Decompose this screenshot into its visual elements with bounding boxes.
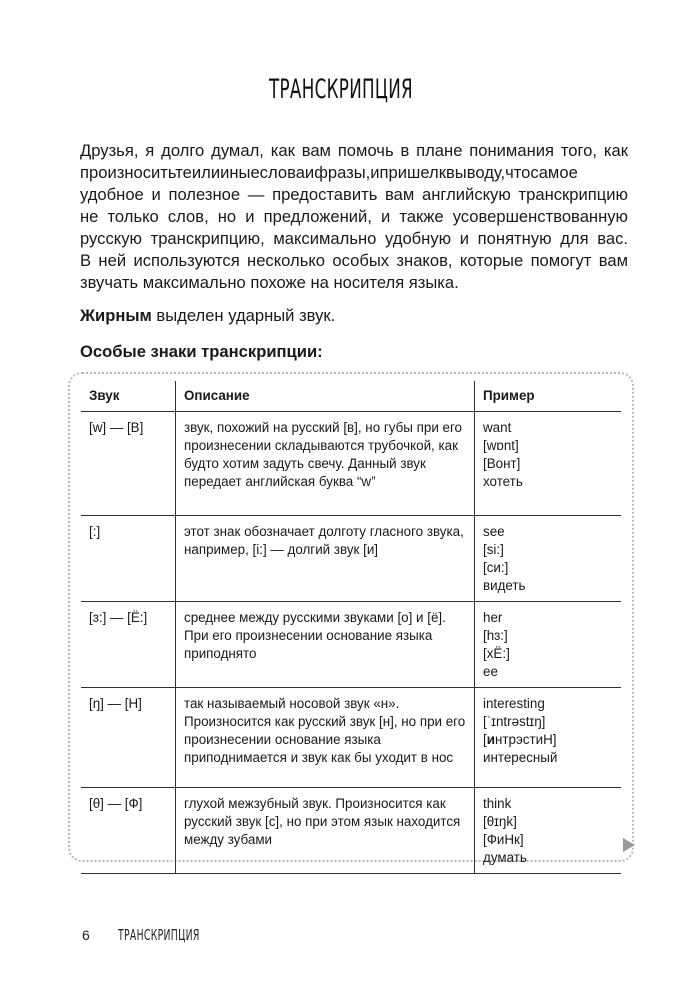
example-word: think <box>483 796 512 811</box>
intro-line: звучать максимально похоже на носителя языка. <box>80 273 459 292</box>
page-title: ТРАНСКРИПЦИЯ <box>268 74 414 105</box>
example-translation: интересный <box>483 750 558 765</box>
example-russian-transcription: [интрэстиН] <box>483 732 557 747</box>
sound-cell: [ŋ] — [Н] <box>81 688 176 788</box>
intro-line: произноситьтеилииныесловаифразы,ипришелквыводу,чтосамое <box>80 163 578 182</box>
table-heading: Особые знаки транскрипции: <box>80 342 323 361</box>
table-row <box>81 602 621 688</box>
stress-note-bold: Жирным <box>80 306 152 325</box>
example-ipa: [θɪŋk] <box>483 814 517 829</box>
table-header-row <box>81 381 621 412</box>
stressed-letter: и <box>486 732 495 747</box>
stress-note <box>80 305 335 327</box>
header-description: Описание <box>176 381 475 412</box>
example-russian-transcription: [Вонт] <box>483 456 521 471</box>
example-ipa: [wɒnt] <box>483 438 519 453</box>
description-cell: среднее между русскими звуками [о] и [ё]. При его произнесении основание языка приподнято <box>176 602 475 688</box>
example-word: interesting <box>483 696 545 711</box>
intro-line: не только слов, но и предложений, и также усовершенствованную <box>80 207 628 226</box>
example-word: want <box>483 420 512 435</box>
continue-arrow-icon <box>623 838 635 852</box>
description-cell: глухой межзубный звук. Произносится как русский звук [с], но при этом язык находится между зубами <box>176 788 475 874</box>
intro-line: русскую транскрипцию, максимально удобную и понятную для вас. <box>80 229 628 248</box>
example-russian-transcription: [си:] <box>483 560 509 575</box>
table-row <box>81 412 621 516</box>
example-translation: видеть <box>483 578 526 593</box>
sound-cell: [ɜ:] — [Ё:] <box>81 602 176 688</box>
description-cell: так называемый носовой звук «н». Произносится как русский звук [н], но при его произнесении основание языка приподнимается и звук как бы уходит в нос <box>176 688 475 788</box>
intro-line: Друзья, я долго думал, как вам помочь в плане понимания того, как <box>80 141 628 160</box>
example-cell <box>475 412 622 516</box>
example-word: her <box>483 610 503 625</box>
example-cell <box>475 688 622 788</box>
description-cell: звук, похожий на русский [в], но губы при его произнесении складываются трубочкой, как будто хотим задуть свечу. Данный звук передает английская буква “w” <box>176 412 475 516</box>
example-cell <box>475 516 622 602</box>
stress-note-text: выделен ударный звук. <box>151 306 336 325</box>
sound-cell: [:] <box>81 516 176 602</box>
intro-line: В ней используются несколько особых знаков, которые помогут вам <box>80 251 628 270</box>
sound-cell: [w] — [В] <box>81 412 176 516</box>
example-translation: хотеть <box>483 474 523 489</box>
example-translation: ее <box>483 664 498 679</box>
intro-line: удобное и полезное — предоставить вам английскую транскрипцию <box>80 185 628 204</box>
footer-section-title: ТРАНСКРИПЦИЯ <box>118 926 200 944</box>
example-ipa: [hɜ:] <box>483 628 508 643</box>
example-russian-transcription: [хЁ:] <box>483 646 510 661</box>
header-example: Пример <box>475 381 622 412</box>
table-row <box>81 788 621 874</box>
transcription-table <box>81 381 621 874</box>
example-ipa: [si:] <box>483 542 504 557</box>
example-translation: думать <box>483 850 527 865</box>
intro-paragraph <box>80 140 628 294</box>
example-russian-rest: нтрэстиН] <box>494 732 557 747</box>
example-word: see <box>483 524 505 539</box>
header-sound: Звук <box>81 381 176 412</box>
table-row <box>81 688 621 788</box>
page-number: 6 <box>82 927 90 943</box>
example-russian-transcription: [ФиНк] <box>483 832 524 847</box>
sound-cell: [θ] — [Ф] <box>81 788 176 874</box>
table-row <box>81 516 621 602</box>
description-cell: этот знак обозначает долготу гласного звука, например, [i:] — долгий звук [и] <box>176 516 475 602</box>
example-ipa: [ˈɪntrəstɪŋ] <box>483 714 546 729</box>
example-cell <box>475 602 622 688</box>
example-cell <box>475 788 622 874</box>
